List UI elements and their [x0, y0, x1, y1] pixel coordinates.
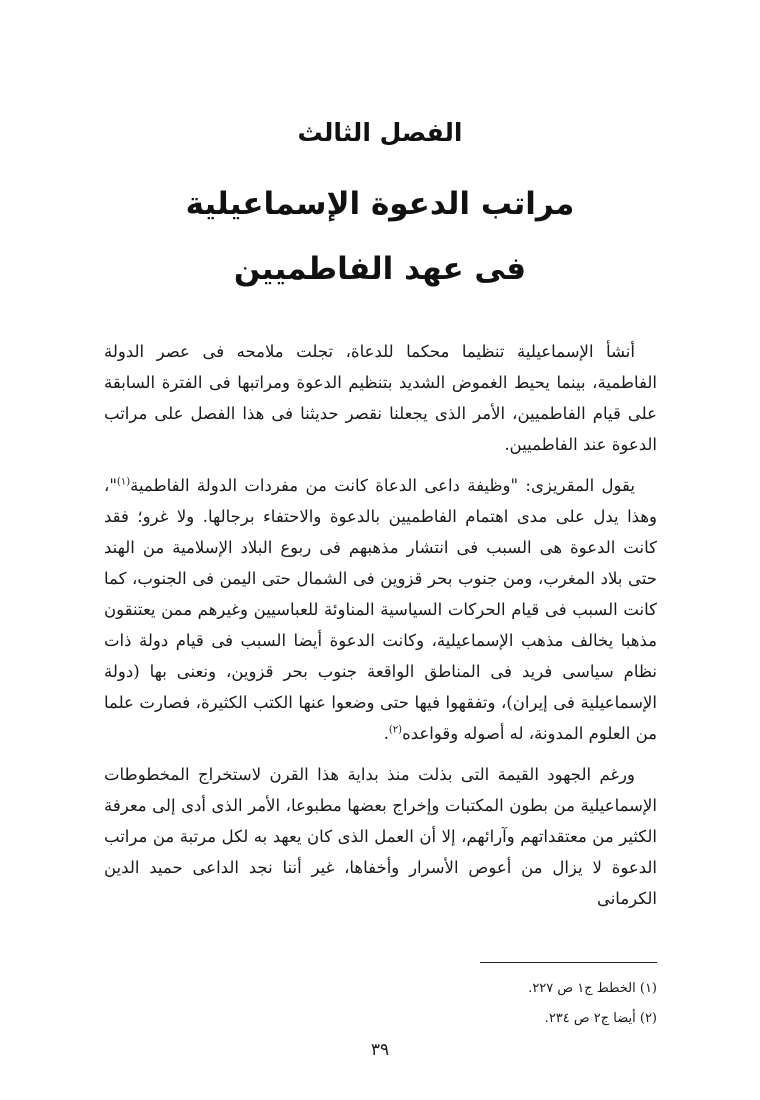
- main-title: مراتب الدعوة الإسماعيلية: [185, 186, 575, 222]
- sub-title: فى عهد الفاطميين: [233, 251, 527, 287]
- footnote-2: (٢) أيضا ج٢ ص ٢٣٤.: [544, 1011, 657, 1026]
- footnote-ref-2: (٢): [388, 724, 403, 736]
- paragraph-2-part-2: "، وهذا يدل على مدى اهتمام الفاطميين بالدعوة والاحتفاء برجالها. ولا غرو؛ فقد كانت الدعوة هى السبب فى انتشار مذهبهم فى ربوع البلاد الإسلامية من الهند حتى بلاد المغرب، ومن جنوب بحر قزوين فى الشمال حتى اليمن فى الجنوب، كما كانت السبب فى قيام الحركات السياسية المناوئة للعباسيين وغيرهم ممن يعتنقون مذهبا يخالف مذهب الإسماعيلية، وكانت الدعوة أيضا السبب فى قيام دولة ذات نظام سياسى فريد فى المناطق الواقعة جنوب بحر قزوين، ونعنى بها (دولة الإسماعيلية فى إيران)، وتفقهوا فيها حتى وضعوا عنها الكتب الكثيرة، فصارت علما من العلوم المدونة، له أصوله وقواعده: [104, 476, 657, 743]
- body-text: [104, 336, 657, 924]
- paragraph-2-part-1: يقول المقريزى: "وظيفة داعى الدعاة كانت من مفردات الدولة الفاطمية: [130, 476, 635, 495]
- page-number: ٣٩: [370, 1040, 390, 1060]
- paragraph-2: [104, 470, 657, 749]
- footnotes: [380, 974, 657, 1034]
- footnote-ref-1: (١): [116, 476, 131, 488]
- footnote-divider: [480, 962, 657, 963]
- paragraph-2-end: .: [383, 724, 389, 743]
- footnote-1: (١) الخطط ج١ ص ٢٢٧.: [528, 981, 657, 996]
- chapter-title: الفصل الثالث: [297, 118, 463, 147]
- paragraph-3: ورغم الجهود القيمة التى بذلت منذ بداية هذا القرن لاستخراج المخطوطات الإسماعيلية من بطون المكتبات وإخراج بعضها مطبوعا، الأمر الذى أدى إلى معرفة الكثير من معتقداتهم وآرائهم، إلا أن العمل الذى كان يعهد به لكل مرتبة من مراتب الدعوة لا يزال من أعوص الأسرار وأخفاها، غير أننا نجد الداعى حميد الدين الكرمانى: [104, 765, 657, 908]
- paragraph-1: أنشأ الإسماعيلية تنظيما محكما للدعاة، تجلت ملامحه فى عصر الدولة الفاطمية، بينما يحيط الغموض الشديد بتنظيم الدعوة ومراتبها فى الفترة السابقة على قيام الفاطميين، الأمر الذى يجعلنا نقصر حديثنا فى هذا الفصل على مراتب الدعوة عند الفاطميين.: [104, 342, 657, 454]
